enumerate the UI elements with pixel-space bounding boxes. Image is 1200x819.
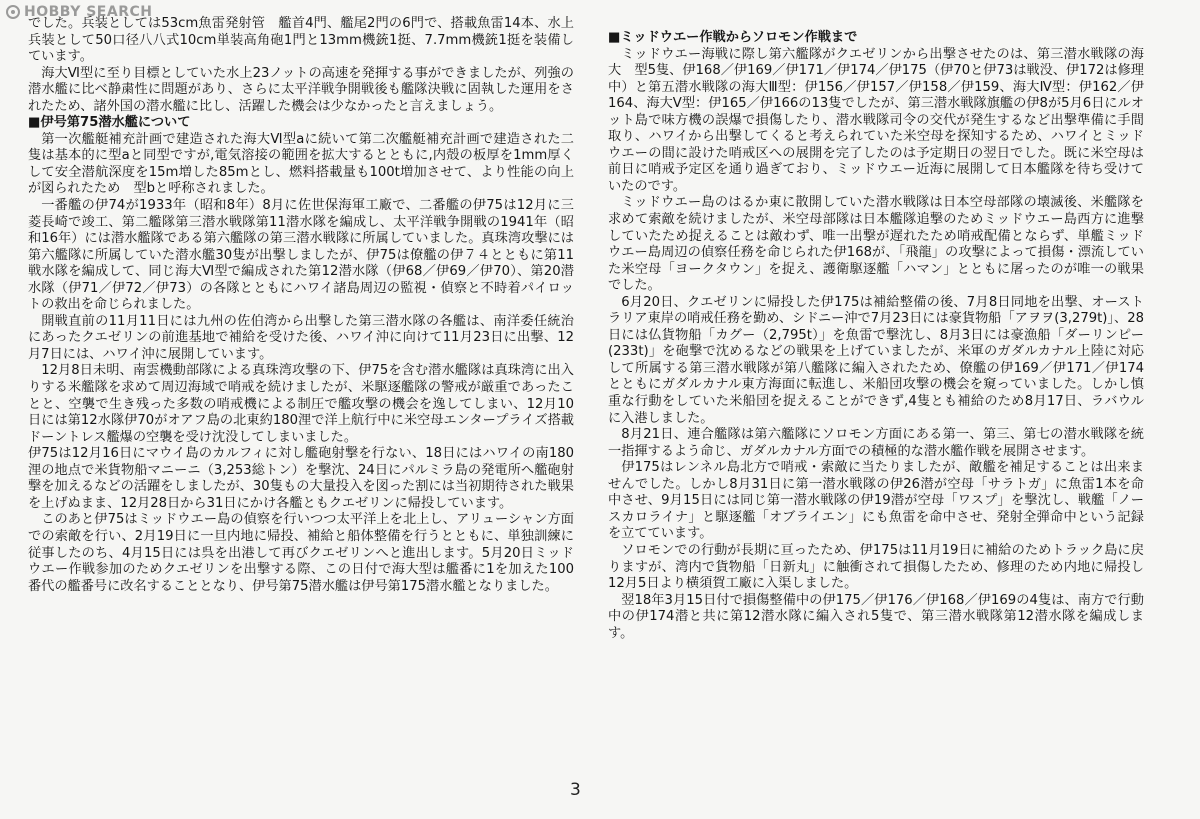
right-column xyxy=(608,30,1144,642)
right-paragraph: ミッドウエー島のはるか東に散開していた潜水戦隊は日本空母部隊の壊滅後、米艦隊を求めて索敵を続けましたが、米空母部隊は日本艦隊追撃のためミッドウエー島西方に進撃していたため捉えることは敵わず、唯一出撃が遅れたため哨戒配備とならず、単艦ミッドウエー島周辺の偵察任務を命じられた伊168が、「飛龍」の攻撃によって損傷・漂流していた米空母「ヨークタウン」を捉え、護衛駆逐艦「ハマン」とともに屠ったのが唯一の戦果でした。 xyxy=(608,195,1144,294)
left-paragraph: 伊75は12月16日にマウイ島のカルフィに対し艦砲射撃を行ない、18日にはハワイの南180浬の地点で米貨物船マニーニ（3,253総トン）を撃沈、24日にパルミラ島の発電所へ艦砲射撃を加えるなどの活躍をしましたが、30隻もの大量投入を図った割には当初期待された戦果を上げぬまま、12月28日から31日にかけ各艦ともクエゼリンに帰投しています。 xyxy=(28,446,574,511)
left-paragraph: 開戦直前の11月11日には九州の佐伯湾から出撃した第三潜水隊の各艦は、南洋委任統治にあったクエゼリンの前進基地で補給を受けた後、ハワイ沖に向けて11月23日に出撃、12月7日には、ハワイ沖に展開しています。 xyxy=(28,313,574,362)
section-heading-midway: ■ミッドウエー作戦からソロモン作戦まで xyxy=(608,30,858,45)
left-paragraph: でした。兵装としては53cm魚雷発射管 艦首4門、艦尾2門の6門で、搭載魚雷14本、水上兵装として50口径八八式10cm単装高角砲1門と13mm機銃1挺、7.7mm機銃1挺を装備しています。 xyxy=(28,16,574,65)
left-paragraph: 一番艦の伊74が1933年（昭和8年）8月に佐世保海軍工廠で、二番艦の伊75は12月に三菱長崎で竣工、第二艦隊第三潜水戦隊第11潜水隊を編成し、太平洋戦争開戦の1941年（昭和16年）には潜水艦隊である第六艦隊の第三潜水戦隊に所属していました。真珠湾攻撃には第六艦隊に所属していた潜水艦30隻が出撃しましたが、伊75は僚艦の伊７４とともに第11戦水隊を編成して、同じ海大Ⅵ型で編成された第12潜水隊（伊68／伊69／伊70）、第20潜水隊（伊71／伊72／伊73）の各隊とともにハワイ諸島周辺の監視・偵察と不時着パイロットの救出を命じられました。 xyxy=(28,198,574,313)
right-paragraph: 8月21日、連合艦隊は第六艦隊にソロモン方面にある第一、第三、第七の潜水戦隊を統一指揮するよう命じ、ガダルカナル方面での積極的な潜水艦作戦を展開させます。 xyxy=(608,427,1144,459)
right-paragraph: ソロモンでの行動が長期に亘ったため、伊175は11月19日に補給のためトラック島に戻りますが、湾内で貨物船「日新丸」に触衝されて損傷したため、修理のため内地に帰投し12月5日より横須賀工廠に入渠しました。 xyxy=(608,542,1144,592)
left-column xyxy=(28,16,574,595)
section-heading-i75: ■伊号第75潜水艦について xyxy=(28,115,191,131)
logo-icon xyxy=(6,5,20,19)
left-paragraph: 第一次艦艇補充計画で建造された海大Ⅵ型aに続いて第二次艦艇補充計画で建造された二隻は基本的に型aと同型ですが,電気溶接の範囲を拡大するとともに,内殻の板厚を1mm厚くして安全潜航深度を15m増した85mとし、燃料搭載量も100t増加させて、より性能の向上が図られたため 型bと呼称されました。 xyxy=(28,131,574,197)
page-number: 3 xyxy=(570,780,581,800)
right-paragraph: 伊175はレンネル島北方で哨戒・索敵に当たりましたが、敵艦を補足することは出来ませんでした。しかし8月31日に第一潜水戦隊の伊26潜が空母「サラトガ」に魚雷1本を命中させ、9月15日には同じ第一潜水戦隊の伊19潜が空母「ワスプ」を撃沈し、戦艦「ノースカロライナ」と駆逐艦「オブライエン」にも魚雷を命中させ、発射全弾命中という記録を立てています。 xyxy=(608,460,1144,542)
left-paragraph: 海大Ⅵ型に至り目標としていた水上23ノットの高速を発揮する事ができましたが、列強の潜水艦に比べ静粛性に問題があり、さらに太平洋戦争開戦後も艦隊決戦に固執した運用をされたため、諸外国の潜水艦に比し、活躍した機会は少なかったと言えましょう。 xyxy=(28,65,574,114)
watermark-text: HOBBY SEARCH xyxy=(24,4,153,20)
right-paragraph: ミッドウエー海戦に際し第六艦隊がクエゼリンから出撃させたのは、第三潜水戦隊の海大 型5隻、伊168／伊169／伊171／伊174／伊175（伊70と伊73は戦没、伊172は修理中）と第五潜水戦隊の海大Ⅲ型：伊156／伊157／伊158／伊159、海大Ⅳ型：伊162／伊164、海大Ⅴ型：伊165／伊166の13隻でしたが、第三潜水戦隊旗艦の伊8が5月6日にルオット島で味方機の誤爆で損傷したり、潜水戦隊司令の交代が発生するなど出撃準備に手間取り、ハワイから出撃してくると考えられていた米空母を探知するため、ハワイとミッドウエーの間に設けた哨戒区への展開を完了したのは予定期日の翌日でした。既に米空母は前日に哨戒予定区を通り過ぎており、ミッドウエー近海に展開して日本艦隊を待ち受けていたのです。 xyxy=(608,46,1144,194)
left-paragraph: このあと伊75はミッドウエー島の偵察を行いつつ太平洋上を北上し、アリューシャン方面での索敵を行い、2月19日に一旦内地に帰投、補給と船体整備を行うとともに、単独訓練に従事したのち、4月15日には呉を出港して再びクエゼリンへと進出します。5月20日ミッドウエー作戦参加のためクエゼリンを出撃する際、この日付で海大型は艦番に1を加えた100番代の艦番号に改名することとなり、伊号第75潜水艦は伊号第175潜水艦となりました。 xyxy=(28,512,574,594)
right-paragraph: 6月20日、クエゼリンに帰投した伊175は補給整備の後、7月8日同地を出撃、オーストラリア東岸の哨戒任務を勤め、シドニー沖で7月23日には豪貨物船「アヲヲ(3,279t)」、28日には仏貨物船「カグー（2,795t）」を魚雷で撃沈し、8月3日には豪漁船「ダーリンピー(233t)」を砲撃で沈めるなどの戦果を上げていましたが、米軍のガダルカナル上陸に対応して所属する第三潜水戦隊が第八艦隊に編入されたため、僚艦の伊169／伊171／伊174とともにガダルカナル東方海面に転進し、米船団攻撃の機会を窺っていました。しかし慎重な行動をしていた米船団を捉えることができず,4隻とも補給のため8月17日、ラバウルに入港しました。 xyxy=(608,294,1144,426)
right-paragraph: 翌18年3月15日付で損傷整備中の伊175／伊176／伊168／伊169の4隻は、南方で行動中の伊174潜と共に第12潜水隊に編入され5隻で、第三潜水戦隊第12潜水隊を編成します。 xyxy=(608,592,1144,641)
left-paragraph: 12月8日未明、南雲機動部隊による真珠湾攻撃の下、伊75を含む潜水艦隊は真珠湾に出入りする米艦隊を求めて周辺海域で哨戒を続けましたが、米駆逐艦隊の警戒が厳重であったことと、空襲で生き残った多数の哨戒機による制圧で艦攻撃の機会を逸してしまい、12月10日には第12水隊伊70がオアフ島の北東約180浬で洋上航行中に米空母エンタープライズ搭載ドーントレス艦爆の空襲を受け沈没してしまいました。 xyxy=(28,363,574,445)
